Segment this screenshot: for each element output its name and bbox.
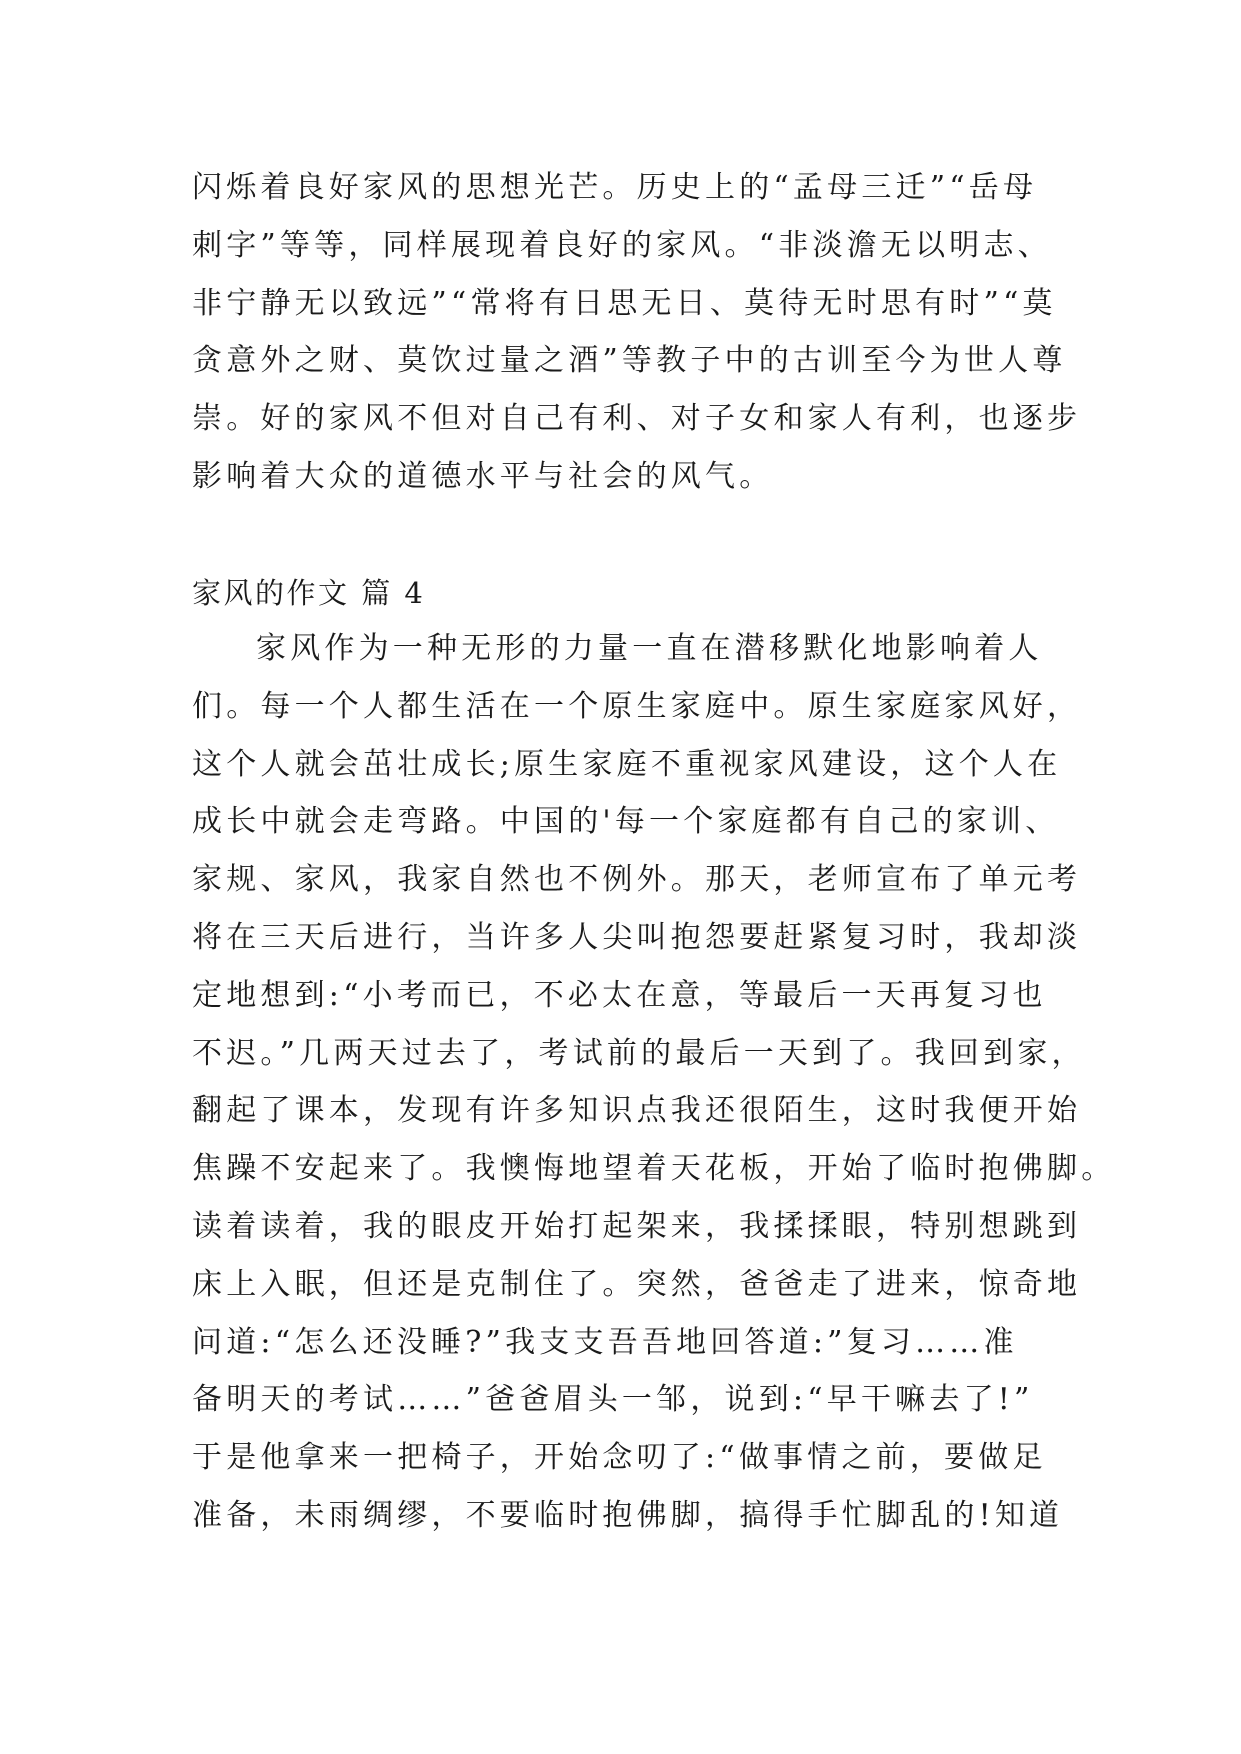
paragraph-line: 这个人就会茁壮成长;原生家庭不重视家风建设，这个人在: [192, 746, 1062, 782]
continued-paragraph: [192, 159, 1082, 506]
paragraph-line: 备明天的考试……”爸爸眉头一邹，说到:“早干嘛去了!”: [192, 1382, 1034, 1418]
paragraph-line: 将在三天后进行，当许多人尖叫抱怨要赶紧复习时，我却淡: [192, 919, 1082, 955]
paragraph-line: 家规、家风，我家自然也不例外。那天，老师宣布了单元考: [192, 862, 1082, 898]
paragraph-line: 床上入眠，但还是克制住了。突然，爸爸走了进来，惊奇地: [192, 1266, 1082, 1302]
paragraph-line: 贪意外之财、莫饮过量之酒”等教子中的古训至今为世人尊: [192, 343, 1067, 379]
paragraph-line: 翻起了课本，发现有许多知识点我还很陌生，这时我便开始: [192, 1093, 1082, 1129]
paragraph-first-line: 家风作为一种无形的力量一直在潜移默化地影响着人: [256, 631, 1043, 666]
paragraph-line: 准备，未雨绸缪，不要临时抱佛脚，搞得手忙脚乱的!知道: [192, 1497, 1064, 1533]
essay-paragraph: [192, 620, 1116, 1545]
paragraph-line: 刺字”等等，同样展现着良好的家风。“非淡澹无以明志、: [192, 227, 1052, 263]
paragraph-line: 焦躁不安起来了。我懊悔地望着天花板，开始了临时抱佛脚。: [192, 1151, 1116, 1187]
paragraph-line: 闪烁着良好家风的思想光芒。历史上的“孟母三迁”“岳母: [192, 170, 1038, 205]
paragraph-line: 非宁静无以致远”“常将有日思无日、莫待无时思有时”“莫: [192, 285, 1057, 321]
paragraph-line: 们。每一个人都生活在一个原生家庭中。原生家庭家风好，: [192, 688, 1082, 724]
paragraph-line: 定地想到:“小考而已，不必太在意，等最后一天再复习也: [192, 977, 1047, 1013]
paragraph-line: 读着读着，我的眼皮开始打起架来，我揉揉眼，特别想跳到: [192, 1208, 1082, 1244]
paragraph-line: 问道:“怎么还没睡?”我支支吾吾地回答道:”复习……准: [192, 1324, 1018, 1360]
paragraph-line: 影响着大众的道德水平与社会的风气。: [192, 458, 774, 494]
paragraph-line: 崇。好的家风不但对自己有利、对子女和家人有利，也逐步: [192, 401, 1082, 437]
section-heading: 家风的作文 篇 4: [192, 576, 426, 610]
paragraph-line: 于是他拿来一把椅子，开始念叨了:“做事情之前，要做足: [192, 1440, 1047, 1476]
paragraph-line: 成长中就会走弯路。中国的'每一个家庭都有自己的家训、: [192, 804, 1060, 840]
paragraph-line: 不迟。”几两天过去了，考试前的最后一天到了。我回到家，: [192, 1035, 1086, 1071]
